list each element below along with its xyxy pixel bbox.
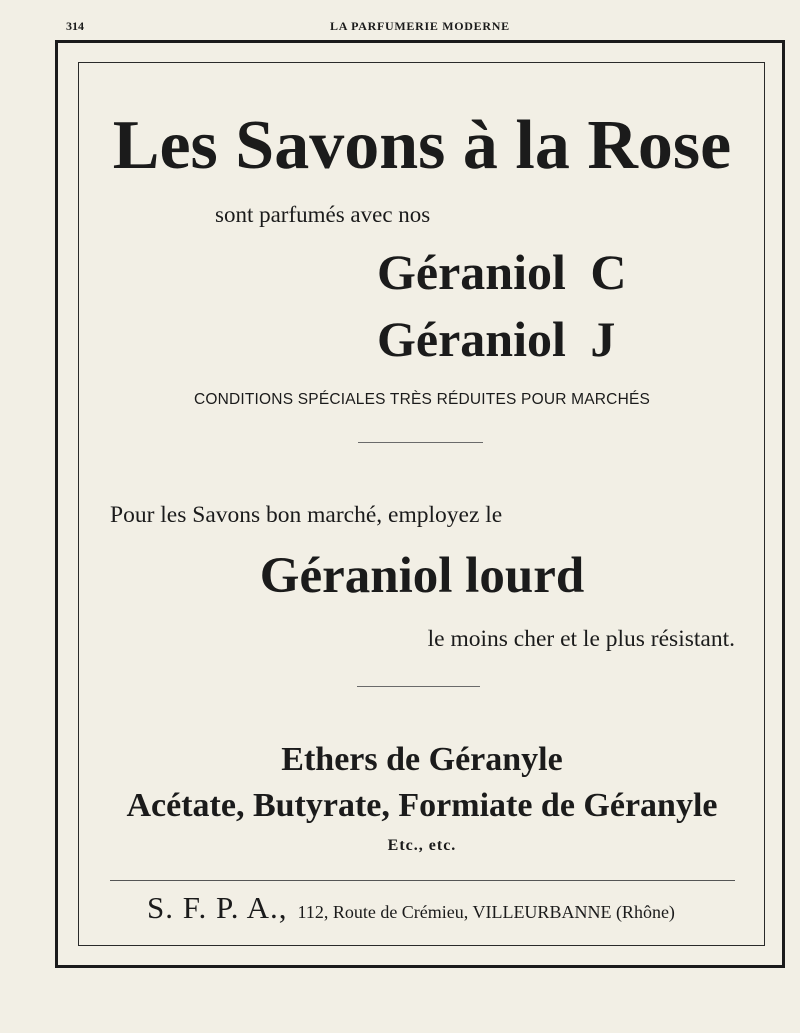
company-signature — [147, 892, 675, 923]
journal-title: LA PARFUMERIE MODERNE — [330, 19, 510, 33]
ethers-list: Acétate, Butyrate, Formiate de Géranyle — [126, 787, 718, 824]
page-number: 314 — [66, 19, 84, 33]
section-divider — [358, 442, 483, 443]
product-geraniol-j: Géraniol J — [377, 311, 616, 367]
special-conditions-note: CONDITIONS SPÉCIALES TRÈS RÉDUITES POUR MARCHÉS — [193, 391, 651, 408]
company-name: S. F. P. A., — [147, 890, 288, 925]
ad-headline: Les Savons à la Rose — [112, 107, 732, 184]
ethers-title: Ethers de Géranyle — [281, 741, 563, 778]
footer-divider — [110, 880, 735, 881]
cheap-product-tagline: le moins cher et le plus résistant. — [427, 626, 735, 652]
etc-note: Etc., etc. — [387, 837, 457, 854]
product-geraniol-lourd: Géraniol lourd — [259, 548, 585, 604]
cheap-soap-intro: Pour les Savons bon marché, employez le — [110, 502, 503, 528]
section-divider — [357, 686, 480, 687]
company-address: 112, Route de Crémieu, VILLEURBANNE (Rhône) — [297, 902, 675, 922]
product-geraniol-c: Géraniol C — [377, 244, 627, 300]
ad-intro-text: sont parfumés avec nos — [215, 202, 431, 227]
